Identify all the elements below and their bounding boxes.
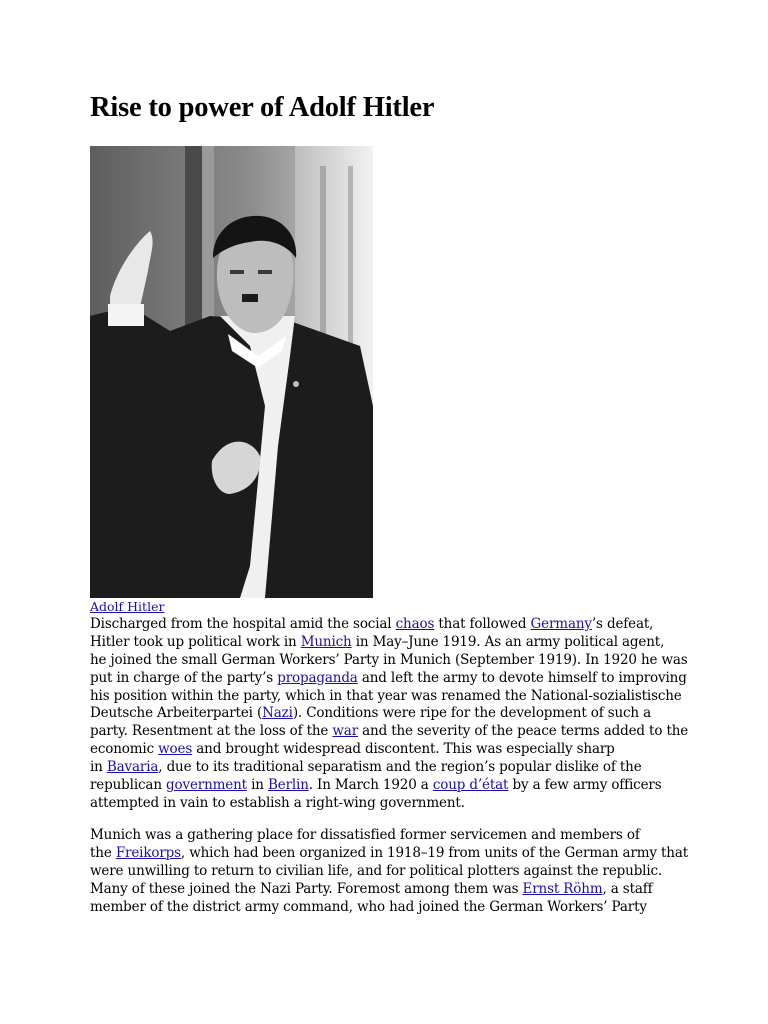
text-line	[90, 881, 690, 899]
text-line	[90, 670, 690, 688]
photo-caption-link[interactable]	[90, 598, 164, 615]
text-line	[90, 863, 690, 881]
text-line	[90, 845, 690, 863]
inline-link[interactable]: Ernst Röhm	[522, 880, 603, 897]
photo-image	[90, 146, 373, 598]
body-text: party. Resentment at the loss of the	[90, 723, 333, 740]
body-text: in	[246, 777, 268, 794]
body-text: economic	[90, 741, 159, 758]
body-text: and brought widespread discontent. This was especially sharp	[192, 741, 615, 758]
body-text: ). Conditions were ripe for the development of such a	[292, 705, 652, 722]
text-line	[90, 723, 690, 741]
body-text: , which had been organized in 1918–19 from units of the German army that	[180, 844, 689, 861]
text-line	[90, 827, 690, 845]
inline-link[interactable]: government	[166, 777, 247, 794]
text-line	[90, 616, 690, 634]
body-text: republican	[90, 777, 167, 794]
body-text: ’s defeat,	[591, 616, 654, 632]
body-text: in May–June 1919. As an army political agent,	[351, 633, 665, 650]
inline-link[interactable]: Nazi	[262, 705, 293, 722]
hitler-photo	[90, 146, 373, 598]
inline-link[interactable]: Berlin	[267, 777, 309, 794]
inline-link[interactable]: Munich	[300, 633, 352, 650]
inline-link[interactable]: propaganda	[277, 669, 358, 686]
body-text: , due to its traditional separatism and the region’s popular dislike of the	[158, 759, 642, 776]
body-text: , a staff	[602, 880, 653, 897]
body-text: in	[90, 759, 107, 776]
body-text: . In March 1920 a	[308, 777, 433, 794]
inline-link[interactable]: Freikorps	[115, 844, 181, 861]
body-text: by a few army officers	[508, 777, 662, 794]
body-text: the	[90, 844, 116, 861]
text-line	[90, 759, 690, 777]
body-text: Discharged from the hospital amid the social	[90, 616, 396, 632]
text-line	[90, 688, 690, 706]
photo-caption-text: Adolf Hitler	[90, 599, 165, 614]
text-line	[90, 899, 690, 917]
text-line	[90, 795, 690, 813]
inline-link[interactable]: coup d’état	[432, 777, 509, 794]
paragraph-1	[90, 616, 690, 813]
inline-link[interactable]: woes	[158, 741, 193, 758]
body-text: his position within the party, which in that year was renamed the National-sozialistische	[90, 687, 682, 704]
text-line	[90, 741, 690, 759]
text-line	[90, 705, 690, 723]
body-text: member of the district army command, who had joined the German Workers’ Party	[90, 898, 647, 915]
body-text: Many of these joined the Nazi Party. Foremost among them was	[90, 880, 523, 897]
body-text: put in charge of the party’s	[90, 669, 278, 686]
page-title: Rise to power of Adolf Hitler	[90, 92, 435, 123]
body-text: Hitler took up political work in	[90, 633, 301, 650]
body-text: that followed	[434, 616, 531, 632]
inline-link[interactable]: Germany	[530, 616, 592, 632]
body-text: and the severity of the peace terms added to the	[358, 723, 689, 740]
body-text: and left the army to devote himself to improving	[357, 669, 687, 686]
text-line	[90, 652, 690, 670]
body-text: attempted in vain to establish a right-wing government.	[90, 794, 465, 811]
body-text: Deutsche Arbeiterpartei (	[90, 705, 263, 722]
paragraph-2	[90, 827, 690, 916]
text-line	[90, 777, 690, 795]
body-text: Munich was a gathering place for dissatisfied former servicemen and members of	[90, 827, 640, 843]
text-line	[90, 634, 690, 652]
inline-link[interactable]: Bavaria	[106, 759, 159, 776]
body-text: he joined the small German Workers’ Party in Munich (September 1919). In 1920 he was	[90, 651, 688, 668]
body-text: were unwilling to return to civilian life, and for political plotters against the republic.	[90, 862, 663, 879]
inline-link[interactable]: war	[332, 723, 359, 740]
inline-link[interactable]: chaos	[395, 616, 435, 632]
